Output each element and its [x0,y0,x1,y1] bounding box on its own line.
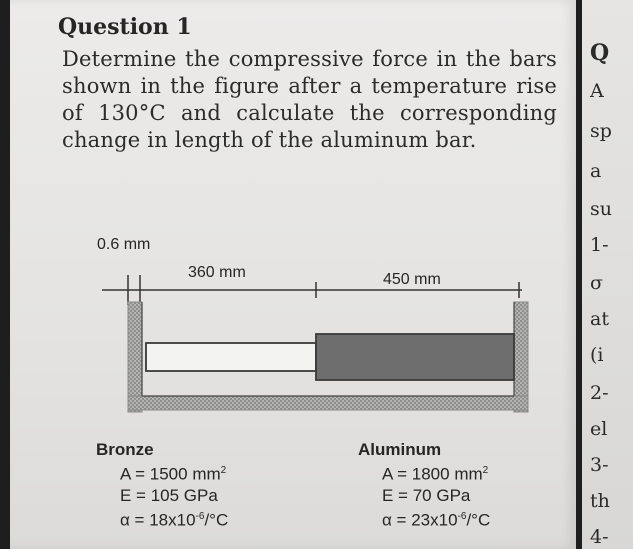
bronze-title: Bronze [96,440,154,459]
fragment: A [590,80,604,102]
bronze-modulus: E = 105 GPa [120,485,218,505]
fragment: 4- [590,526,609,548]
aluminum-bar [316,334,514,380]
fragment: Q [590,40,610,66]
fragment: 2- [590,382,609,404]
bronze-alpha: $\alpha = 18x10^{-6}/^\circ C$ [120,510,229,530]
fragment: (i [590,344,604,366]
question-title: Question 1 [58,14,192,40]
fragment: el [590,418,608,440]
fragment: at [590,308,609,330]
fragment: 3- [590,454,609,476]
aluminum-properties [358,440,490,530]
question-prompt: Determine the compressive force in the bars shown in the figure after a temperature rise of 130°C and calculate the corresponding change in length of the aluminum bar. [62,47,557,152]
fragment: su [590,198,612,220]
fragment: 1- [590,234,609,256]
fragment: σ [590,272,603,294]
bronze-bar [146,343,316,371]
aluminum-modulus: E = 70 GPa [382,485,471,505]
fragment: th [590,490,610,512]
aluminum-area: A = 1800 $mm^2$ [382,464,489,484]
aluminum-length-label: 450 mm [383,271,441,288]
aluminum-alpha: $\alpha = 23x10^{-6}/^\circ C$ [382,510,491,530]
bronze-area: A = 1500 $mm^2$ [120,464,227,484]
base [128,396,528,410]
gap-label: 0.6 mm [97,236,151,253]
bronze-length-label: 360 mm [188,264,246,281]
fragment: a [590,160,602,182]
aluminum-title: Aluminum [358,440,442,459]
bronze-properties [96,440,228,530]
fragment: sp [590,120,612,142]
